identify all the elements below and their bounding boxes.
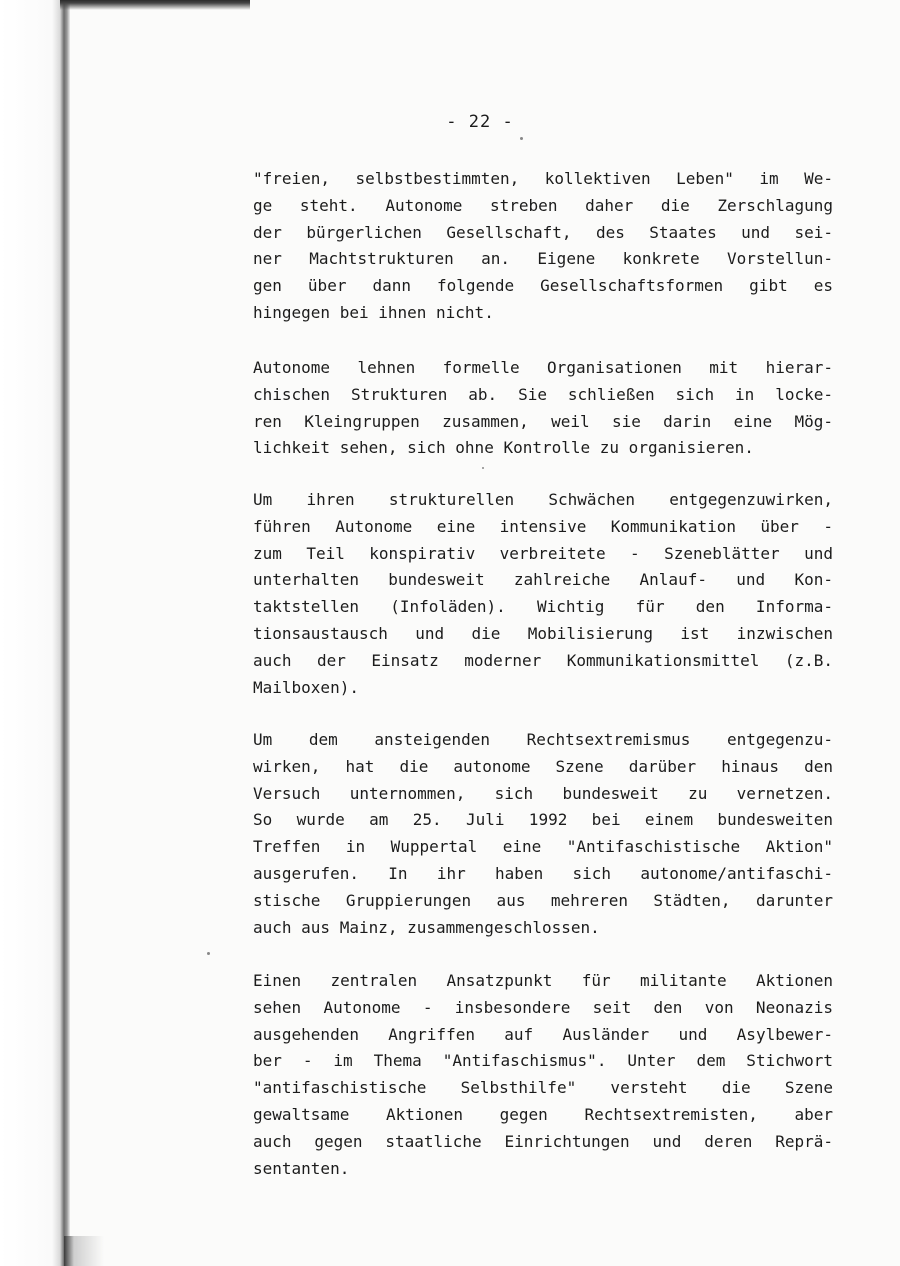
text-line: hingegen bei ihnen nicht. (253, 302, 494, 322)
text-line: chischen Strukturen ab. Sie schließen sich in locke- (253, 384, 833, 404)
text-line: Versuch unternommen, sich bundesweit zu vernetzen. (253, 783, 833, 803)
paragraph-1 (253, 166, 833, 327)
binding-shadow-bottom (64, 1236, 104, 1266)
scan-speck (482, 467, 484, 469)
text-line: wirken, hat die autonome Szene darüber hinaus den (253, 756, 833, 776)
text-line: ber - im Thema "Antifaschismus". Unter dem Stichwort (253, 1051, 833, 1071)
text-line: auch der Einsatz moderner Kommunikationsmittel (z.B. (253, 650, 833, 670)
text-line: sehen Autonome - insbesondere seit den von Neonazis (253, 997, 833, 1017)
paragraph-5 (253, 968, 833, 1182)
text-line: sentanten. (253, 1158, 350, 1178)
text-line: tionsaustausch und die Mobilisierung ist inzwischen (253, 623, 833, 643)
text-line: unterhalten bundesweit zahlreiche Anlauf- und Kon- (253, 570, 833, 590)
text-line: "antifaschistische Selbsthilfe" versteht die Szene (253, 1078, 833, 1098)
text-line: gen über dann folgende Gesellschaftsformen gibt es (253, 276, 833, 296)
text-line: ausgerufen. In ihr haben sich autonome/antifaschi- (253, 863, 833, 883)
paragraph-4 (253, 727, 833, 941)
text-line: "freien, selbstbestimmten, kollektiven Leben" im We- (253, 169, 833, 188)
text-line: So wurde am 25. Juli 1992 bei einem bundesweiten (253, 810, 833, 830)
text-line: Mailboxen). (253, 677, 359, 697)
scan-speck (207, 952, 210, 955)
text-line: ren Kleingruppen zusammen, weil sie darin eine Mög- (253, 411, 833, 431)
binding-edge (0, 0, 70, 1266)
scan-speck (520, 137, 523, 140)
text-line: gewaltsame Aktionen gegen Rechtsextremisten, aber (253, 1104, 833, 1124)
text-line: ge steht. Autonome streben daher die Zerschlagung (253, 195, 833, 215)
text-line: ner Machtstrukturen an. Eigene konkrete Vorstellun- (253, 249, 833, 269)
text-line: ausgehenden Angriffen auf Ausländer und Asylbewer- (253, 1024, 833, 1044)
binding-shadow-top (60, 0, 250, 10)
text-line: zum Teil konspirativ verbreitete - Szeneblätter und (253, 543, 833, 563)
text-line: auch aus Mainz, zusammengeschlossen. (253, 917, 600, 937)
text-line: Um ihren strukturellen Schwächen entgegenzuwirken, (253, 490, 833, 509)
text-line: lichkeit sehen, sich ohne Kontrolle zu organisieren. (253, 438, 754, 458)
text-line: Einen zentralen Ansatzpunkt für militante Aktionen (253, 971, 833, 990)
paragraph-2 (253, 355, 833, 462)
text-line: Treffen in Wuppertal eine "Antifaschistische Aktion" (253, 837, 833, 857)
text-line: stische Gruppierungen aus mehreren Städten, darunter (253, 890, 833, 910)
text-line: taktstellen (Infoläden). Wichtig für den Informa- (253, 597, 833, 617)
text-line: führen Autonome eine intensive Kommunikation über - (253, 516, 833, 536)
text-line: Autonome lehnen formelle Organisationen mit hierar- (253, 358, 833, 377)
paragraph-3 (253, 487, 833, 701)
text-line: der bürgerlichen Gesellschaft, des Staates und sei- (253, 222, 833, 242)
text-line: Um dem ansteigenden Rechtsextremismus entgegenzu- (253, 730, 833, 749)
text-line: auch gegen staatliche Einrichtungen und deren Reprä- (253, 1131, 833, 1151)
page-number: - 22 - (446, 112, 514, 132)
